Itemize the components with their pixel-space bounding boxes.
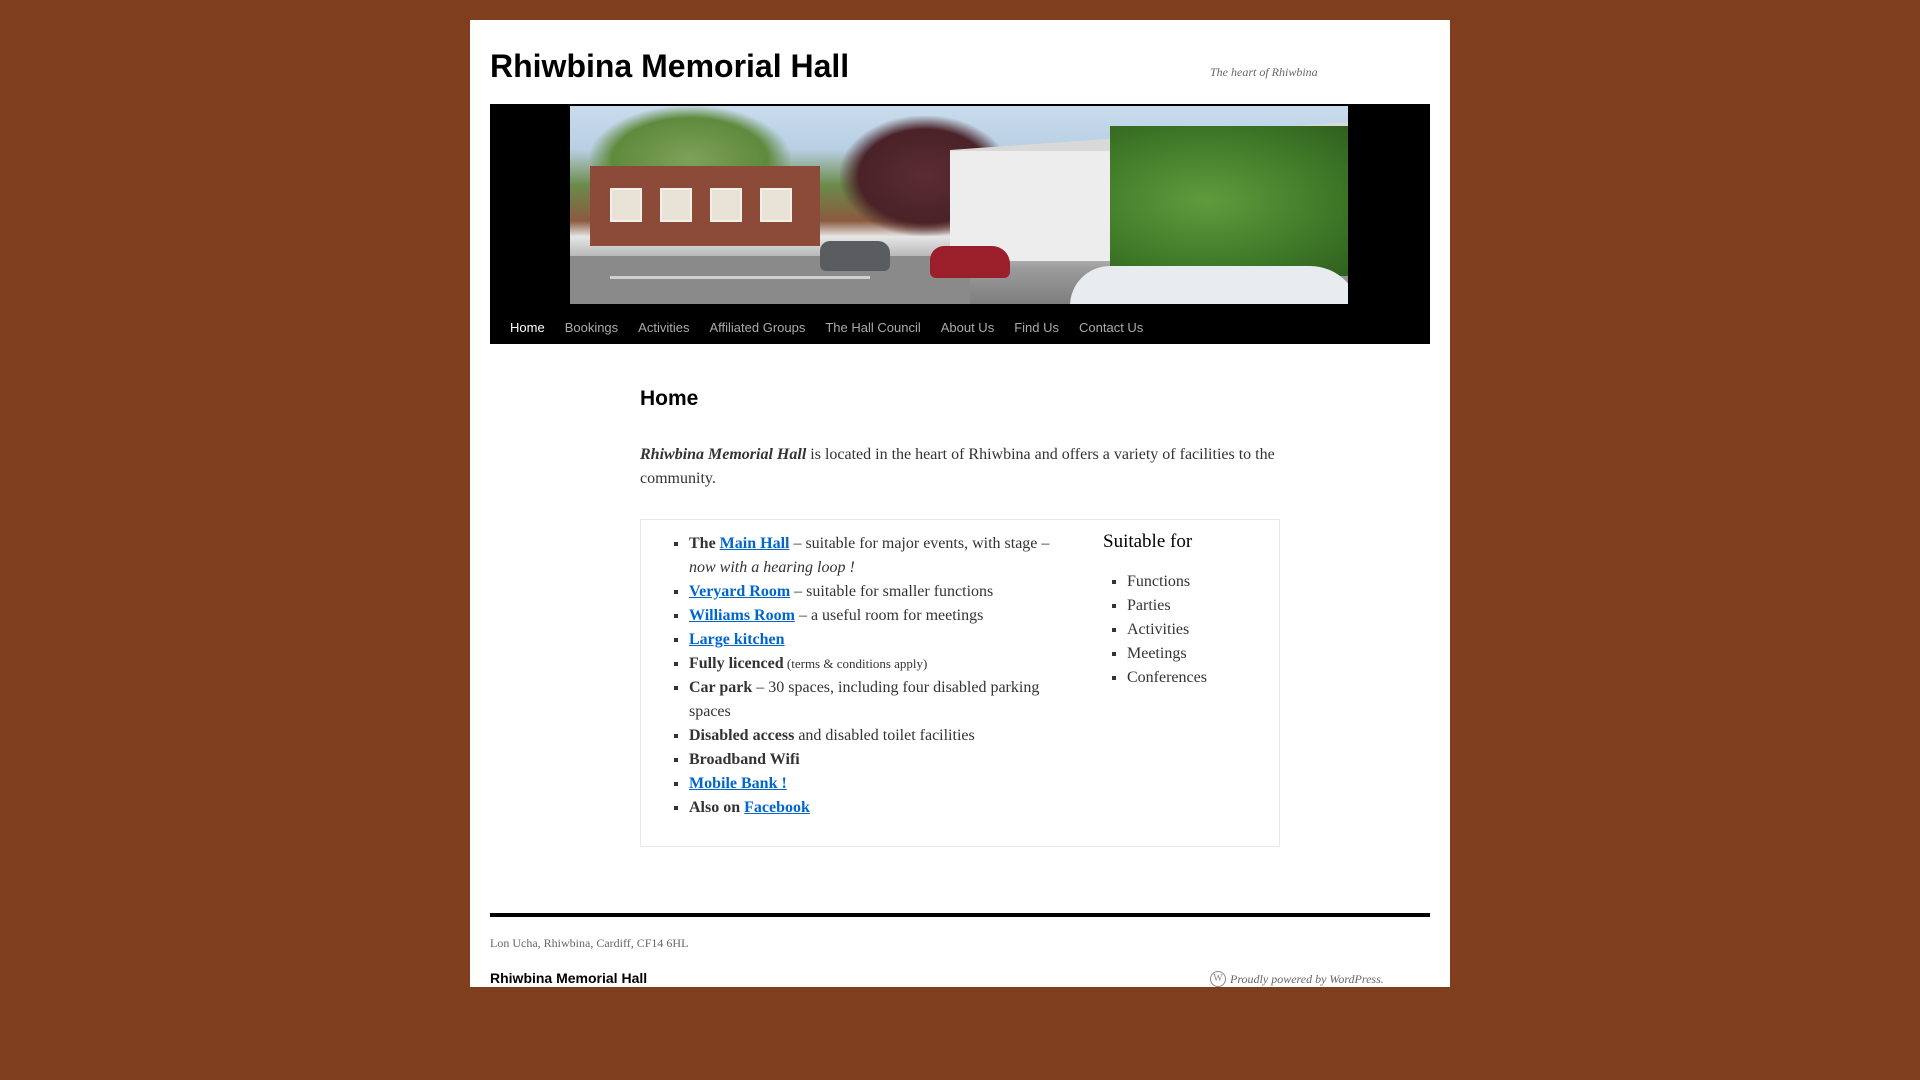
header-image (570, 106, 1348, 304)
hearing-loop-note: now with a hearing loop ! (689, 559, 855, 576)
list-item: ▪ Functions (1127, 570, 1273, 594)
menu-item-contact-us[interactable]: Contact Us (1079, 320, 1144, 335)
menu-item-bookings[interactable]: Bookings (564, 320, 619, 335)
menu-item-about-us[interactable]: About Us (940, 320, 995, 335)
list-item (689, 772, 1079, 796)
suitable-for-list (1103, 570, 1273, 690)
menu-item-activities[interactable]: Activities (638, 320, 690, 335)
disabled-access-label: Disabled access (689, 727, 795, 744)
fully-licenced-label: Fully licenced (689, 655, 784, 672)
footer-site-title[interactable]: Rhiwbina Memorial Hall (490, 970, 648, 986)
list-item (689, 796, 1079, 820)
facebook-link[interactable]: Facebook (744, 799, 810, 816)
site-title[interactable]: Rhiwbina Memorial Hall (490, 48, 850, 84)
disabled-access-description: and disabled toilet facilities (794, 727, 975, 744)
list-item (689, 724, 1079, 748)
menu-item-home[interactable]: Home (510, 320, 545, 335)
licence-terms-note: (terms & conditions apply) (783, 656, 928, 671)
header-and-nav (490, 104, 1430, 344)
menu-item-affiliated-groups[interactable]: Affiliated Groups (709, 320, 806, 335)
list-item: ▪ Parties (1127, 594, 1273, 618)
facilities-list (671, 532, 1079, 820)
veryard-room-link[interactable]: Veryard Room (689, 583, 791, 600)
page-wrapper (470, 20, 1450, 987)
list-item (689, 748, 1079, 772)
menu-item-hall-council[interactable]: The Hall Council (825, 320, 921, 335)
list-item: ▪ Meetings (1127, 642, 1273, 666)
list-item (689, 652, 1079, 676)
menu-item-find-us[interactable]: Find Us (1014, 320, 1059, 335)
main-hall-link[interactable]: Main Hall (719, 535, 790, 552)
wordpress-icon: W (1210, 971, 1226, 987)
mobile-bank-link[interactable]: Mobile Bank ! (689, 775, 787, 792)
main-hall-description: – suitable for major events, with stage – (789, 535, 1050, 552)
suitable-for-heading: Suitable for (1103, 531, 1193, 552)
williams-room-description: – a useful room for meetings (794, 607, 984, 624)
list-item: ▪ Conferences (1127, 666, 1273, 690)
list-item (689, 628, 1079, 652)
list-item (689, 580, 1079, 604)
footer-address: Lon Ucha, Rhiwbina, Cardiff, CF14 6HL (490, 936, 689, 950)
powered-by-link[interactable]: Proudly powered by WordPress. (1230, 971, 1384, 986)
page-title: Home (640, 387, 699, 410)
suitable-for-panel (1103, 528, 1273, 690)
list-item (689, 532, 1079, 580)
williams-room-link[interactable]: Williams Room (689, 607, 795, 624)
car-park-label: Car park (689, 679, 753, 696)
also-on-label: Also on (689, 799, 745, 816)
car-park-description: – 30 spaces, including four disabled parking spaces (689, 679, 1040, 720)
main-hall-prefix: The (689, 535, 720, 552)
list-item: ▪ Activities (1127, 618, 1273, 642)
footer-divider (490, 913, 1430, 917)
list-item (689, 604, 1079, 628)
intro-hall-name: Rhiwbina Memorial Hall (640, 446, 807, 463)
main-menu (500, 312, 1153, 344)
facilities-box (640, 519, 1280, 847)
list-item (689, 676, 1079, 724)
veryard-room-description: – suitable for smaller functions (790, 583, 994, 600)
large-kitchen-link[interactable]: Large kitchen (689, 631, 785, 648)
intro-text: is located in the heart of Rhiwbina and offers a variety of facilities to the community. (640, 446, 1275, 487)
broadband-wifi-label: Broadband Wifi (689, 751, 800, 768)
powered-by (1210, 971, 1384, 987)
intro-paragraph (640, 443, 1280, 491)
site-description: The heart of Rhiwbina (1210, 65, 1318, 79)
